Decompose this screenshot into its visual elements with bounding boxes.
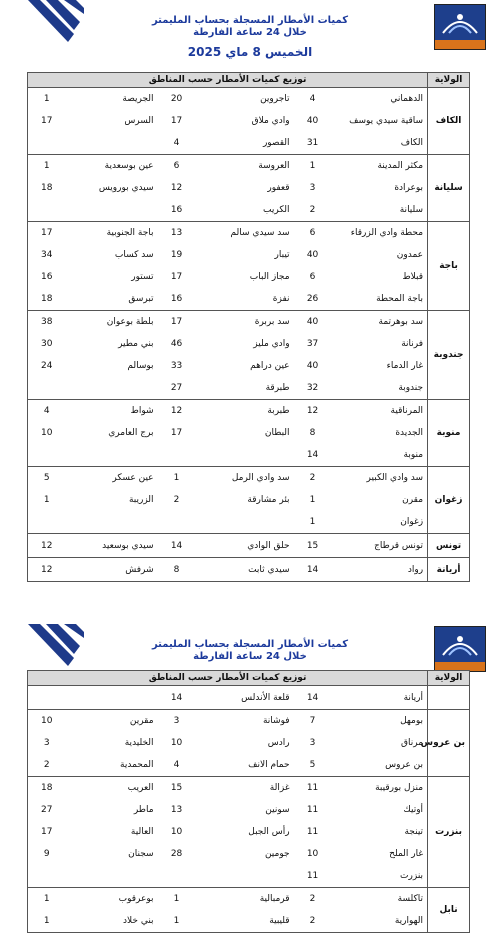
governorate-cell: بنزرت [428, 777, 470, 888]
station-name: القصور [262, 138, 290, 148]
rainfall-value: 14 [294, 686, 332, 710]
station-name: الجديدة [395, 428, 424, 438]
table-row [28, 311, 470, 334]
station-name: بني مطير [118, 339, 154, 349]
table-row [28, 799, 470, 821]
station-name [66, 686, 158, 710]
institute-logo-icon [434, 626, 486, 672]
station-name: وادي ملاق [251, 116, 290, 126]
station-name: منزل بورقيبة [332, 777, 428, 800]
station-name: رادس [267, 738, 290, 748]
rainfall-value [158, 444, 196, 467]
station-name: مرناق [401, 738, 424, 748]
rainfall-value: 11 [306, 827, 319, 837]
station-name: فوشانة [196, 710, 294, 733]
governorate-cell: أريانة [428, 558, 470, 582]
table-row [28, 155, 470, 178]
rainfall-value: 12 [294, 400, 332, 423]
rainfall-value: 28 [170, 849, 183, 859]
governorate-cell: تونس [428, 534, 470, 558]
station-name: جومين [264, 849, 290, 859]
table-row [28, 244, 470, 266]
station-name [66, 199, 158, 222]
rainfall-value: 4 [28, 400, 66, 423]
rainfall-value: 2 [309, 916, 316, 926]
rainfall-value: 34 [41, 250, 53, 260]
station-name: سد بوهرتمة [332, 311, 428, 334]
station-name: الدهماني [332, 88, 428, 111]
rainfall-value: 10 [28, 710, 66, 733]
governorate-cell [428, 686, 470, 710]
station-name: الجريصة [66, 88, 158, 111]
table-row [28, 222, 470, 245]
table-row [28, 821, 470, 843]
table-row [28, 199, 470, 222]
station-name: سيدي بورويس [98, 183, 154, 193]
rainfall-value: 6 [158, 155, 196, 178]
station-name [66, 377, 158, 400]
station-name: قلعة الأندلس [196, 686, 294, 710]
rainfall-value: 10 [170, 827, 183, 837]
station-name: مقرن [402, 495, 424, 505]
rainfall-value: 11 [306, 871, 319, 881]
station-name: سليانة [399, 205, 424, 215]
station-name: بنزرت [400, 871, 424, 881]
station-name: تاجروين [196, 88, 294, 111]
rainfall-value: 5 [309, 760, 316, 770]
rainfall-value: 3 [309, 183, 316, 193]
rainfall-value [158, 865, 196, 888]
station-name: الزريبة [128, 495, 154, 505]
rainfall-value: 6 [309, 272, 316, 282]
station-name: حلق الوادي [196, 534, 294, 558]
station-name: رأس الجبل [248, 827, 290, 837]
station-name: تونس قرطاج [332, 534, 428, 558]
table-row [28, 377, 470, 400]
governorate-cell: باجة [428, 222, 470, 311]
station-name: سيدي بوسعيد [66, 534, 158, 558]
station-name: زغوان [400, 517, 424, 527]
station-name: عين عسكر [66, 467, 158, 490]
governorate-cell: سليانة [428, 155, 470, 222]
rainfall-value: 26 [306, 294, 319, 304]
rainfall-value: 8 [158, 558, 196, 582]
station-name: عين بوسعدية [66, 155, 158, 178]
report-subtitle: خلال 24 ساعة الفارطة [193, 651, 307, 662]
rainfall-value: 46 [170, 339, 183, 349]
rainfall-value: 17 [170, 428, 183, 438]
station-name: وادي مليز [253, 339, 290, 349]
station-name: السرس [124, 116, 154, 126]
station-name: بني خلاد [123, 916, 154, 926]
station-name: نفزة [272, 294, 290, 304]
rainfall-value: 18 [28, 777, 66, 800]
station-name: غزالة [196, 777, 294, 800]
rainfall-value [28, 511, 66, 534]
table-row [28, 110, 470, 132]
station-name: شرفش [66, 558, 158, 582]
rainfall-value: 12 [158, 400, 196, 423]
station-name: طبرقة [265, 383, 290, 393]
station-name [66, 132, 158, 155]
rainfall-value: 12 [28, 534, 66, 558]
rainfall-value: 30 [41, 339, 53, 349]
table-row [28, 88, 470, 111]
rainfall-value: 17 [41, 827, 53, 837]
station-name: الكاف [400, 138, 424, 148]
station-name: أريانة [332, 686, 428, 710]
table-row [28, 132, 470, 155]
institute-logo-icon [434, 4, 486, 50]
rainfall-value [28, 686, 66, 710]
rainfall-value: 17 [170, 116, 183, 126]
table-row [28, 422, 470, 444]
table-row [28, 467, 470, 490]
station-name: سد سيدي سالم [196, 222, 294, 245]
station-name: المحمدية [120, 760, 154, 770]
station-name: قرمبالية [196, 888, 294, 911]
rainfall-value [28, 377, 66, 400]
rainfall-value: 14 [158, 686, 196, 710]
rainfall-value: 16 [170, 205, 183, 215]
station-name: تينجة [404, 827, 424, 837]
station-name: سجنان [128, 849, 154, 859]
column-header-governorate: الولاية [428, 73, 470, 88]
station-name: تاكلسة [332, 888, 428, 911]
rainfall-value: 4 [173, 760, 180, 770]
report-title: كميات الأمطار المسجلة بحساب المليمتر [151, 639, 349, 650]
station-name: غار الملح [389, 849, 424, 859]
decor-stripes-icon [28, 0, 84, 46]
station-name: عمدون [396, 250, 424, 260]
rainfall-table [27, 670, 470, 933]
table-row [28, 400, 470, 423]
rainfall-value: 2 [173, 495, 180, 505]
rainfall-value: 8 [309, 428, 316, 438]
rainfall-value: 37 [306, 339, 319, 349]
governorate-cell: نابل [428, 888, 470, 933]
station-name: سد وادي الكبير [332, 467, 428, 490]
rainfall-value: 14 [294, 558, 332, 582]
station-name: باجة المحطة [376, 294, 424, 304]
station-name: سد بربرة [196, 311, 294, 334]
rainfall-value: 27 [41, 805, 53, 815]
rainfall-value: 40 [294, 311, 332, 334]
rainfall-value: 1 [309, 495, 316, 505]
station-name: قبلاط [402, 272, 424, 282]
rainfall-value: 2 [294, 888, 332, 911]
rainfall-value: 1 [28, 155, 66, 178]
table-row [28, 534, 470, 558]
rainfall-value: 4 [294, 88, 332, 111]
rainfall-value: 2 [294, 467, 332, 490]
page-2 [0, 610, 500, 949]
rainfall-value: 17 [28, 222, 66, 245]
station-name: عين دراهم [250, 361, 290, 371]
station-name [66, 511, 158, 534]
rainfall-value: 27 [170, 383, 183, 393]
rainfall-value: 13 [170, 805, 183, 815]
rainfall-value: 1 [173, 916, 180, 926]
station-name: سيدي ثابت [196, 558, 294, 582]
station-name: رواد [332, 558, 428, 582]
station-name: حمام الانف [248, 760, 290, 770]
rainfall-value: 1 [158, 888, 196, 911]
table-row [28, 888, 470, 911]
station-name: باجة الجنوبية [66, 222, 158, 245]
rainfall-value: 40 [306, 116, 319, 126]
rainfall-value: 18 [41, 294, 53, 304]
column-header-governorate: الولاية [428, 671, 470, 686]
station-name: برج العامري [108, 428, 154, 438]
station-name: ساقية سيدي يوسف [349, 116, 424, 126]
table-row [28, 355, 470, 377]
rainfall-value: 10 [306, 849, 319, 859]
station-name: قليبية [269, 916, 290, 926]
table-row [28, 333, 470, 355]
table-row [28, 710, 470, 733]
rainfall-value: 31 [306, 138, 319, 148]
station-name: العريب [66, 777, 158, 800]
station-name: البطان [264, 428, 290, 438]
station-name: الكريب [263, 205, 290, 215]
station-name: الهوارية [394, 916, 424, 926]
rainfall-value: 3 [158, 710, 196, 733]
station-name: العروسة [196, 155, 294, 178]
station-name: سونين [265, 805, 290, 815]
rainfall-value: 19 [170, 250, 183, 260]
rainfall-value: 6 [294, 222, 332, 245]
rainfall-value [28, 132, 66, 155]
station-name: بن عروس [385, 760, 424, 770]
rainfall-value: 12 [170, 183, 183, 193]
governorate-cell: بن عروس [428, 710, 470, 777]
table-row [28, 754, 470, 777]
station-name: تستور [131, 272, 154, 282]
table-row [28, 732, 470, 754]
station-name: بوعرادة [394, 183, 424, 193]
station-name: سد وادي الرمل [196, 467, 294, 490]
rainfall-value [28, 444, 66, 467]
rainfall-value: 16 [170, 294, 183, 304]
rainfall-value: 10 [41, 428, 53, 438]
rainfall-value: 12 [28, 558, 66, 582]
rainfall-value: 1 [158, 467, 196, 490]
station-name: بوسالم [127, 361, 154, 371]
station-name: أوتيك [403, 805, 424, 815]
rainfall-value: 1 [28, 888, 66, 911]
rainfall-value: 7 [294, 710, 332, 733]
column-header-distribution: توزيع كميات الأمطار حسب المناطق [28, 671, 428, 686]
table-row [28, 288, 470, 311]
station-name: شواط [66, 400, 158, 423]
rainfall-value: 1 [43, 916, 50, 926]
station-name: طبربة [196, 400, 294, 423]
station-name [66, 444, 158, 467]
station-name: بئر مشارقة [247, 495, 290, 505]
station-name [66, 865, 158, 888]
station-name: العالية [130, 827, 154, 837]
table-row [28, 843, 470, 865]
table-row [28, 865, 470, 888]
governorate-cell: جندوبة [428, 311, 470, 400]
table-row [28, 686, 470, 710]
station-name: المرناقية [332, 400, 428, 423]
rainfall-value: 14 [158, 534, 196, 558]
rainfall-value [28, 199, 66, 222]
rainfall-value: 1 [28, 88, 66, 111]
report-subtitle: خلال 24 ساعة الفارطة [193, 27, 307, 38]
governorate-cell: الكاف [428, 88, 470, 155]
rainfall-value: 24 [41, 361, 53, 371]
rainfall-value: 17 [41, 116, 53, 126]
station-name: ماطر [133, 805, 154, 815]
governorate-cell: زغوان [428, 467, 470, 534]
station-name: بومهل [332, 710, 428, 733]
rainfall-value: 1 [309, 517, 316, 527]
station-name: تبرسق [128, 294, 154, 304]
station-name [196, 444, 294, 467]
rainfall-value: 40 [306, 250, 319, 260]
table-row [28, 444, 470, 467]
table-row [28, 910, 470, 933]
governorate-cell: منوبة [428, 400, 470, 467]
column-header-distribution: توزيع كميات الأمطار حسب المناطق [28, 73, 428, 88]
rainfall-value: 11 [294, 777, 332, 800]
page-header [0, 0, 500, 70]
rainfall-value: 1 [294, 155, 332, 178]
station-name: بوعرقوب [66, 888, 158, 911]
station-name: تيبار [274, 250, 290, 260]
station-name: فرنانة [401, 339, 424, 349]
rainfall-value: 13 [158, 222, 196, 245]
rainfall-value: 17 [158, 311, 196, 334]
station-name: مقرين [66, 710, 158, 733]
rainfall-value [158, 511, 196, 534]
station-name: مكثر المدينة [332, 155, 428, 178]
station-name: قعفور [267, 183, 290, 193]
rainfall-value: 4 [173, 138, 180, 148]
table-row [28, 177, 470, 199]
rainfall-value: 15 [294, 534, 332, 558]
station-name [196, 511, 294, 534]
rainfall-value: 2 [43, 760, 50, 770]
station-name: غار الدماء [386, 361, 424, 371]
station-name: محطة وادي الزرقاء [332, 222, 428, 245]
rainfall-value: 9 [43, 849, 50, 859]
rainfall-value: 20 [158, 88, 196, 111]
table-row [28, 777, 470, 800]
table-row [28, 558, 470, 582]
rainfall-value: 10 [170, 738, 183, 748]
station-name: منوبة [403, 450, 424, 460]
station-name: مجاز الباب [249, 272, 290, 282]
rainfall-table [27, 72, 470, 582]
rainfall-value: 18 [41, 183, 53, 193]
rainfall-value: 17 [170, 272, 183, 282]
rainfall-value: 40 [306, 361, 319, 371]
station-name: سد كساب [114, 250, 154, 260]
station-name [196, 865, 294, 888]
station-name: جندوبة [398, 383, 424, 393]
report-title: كميات الأمطار المسجلة بحساب المليمتر [151, 15, 349, 26]
rainfall-value: 32 [306, 383, 319, 393]
rainfall-value: 33 [170, 361, 183, 371]
report-date: الخميس 8 ماي 2025 [187, 45, 313, 59]
rainfall-value: 5 [28, 467, 66, 490]
rainfall-value: 1 [43, 495, 50, 505]
station-name: الخليدية [124, 738, 154, 748]
rainfall-value: 2 [309, 205, 316, 215]
station-name: بلطة بوعوان [66, 311, 158, 334]
rainfall-value [28, 865, 66, 888]
table-row [28, 266, 470, 288]
rainfall-value: 3 [43, 738, 50, 748]
rainfall-value: 11 [306, 805, 319, 815]
rainfall-value: 14 [306, 450, 319, 460]
table-row [28, 511, 470, 534]
rainfall-value: 16 [41, 272, 53, 282]
rainfall-value: 38 [28, 311, 66, 334]
rainfall-value: 3 [309, 738, 316, 748]
rainfall-value: 15 [158, 777, 196, 800]
decor-stripes-icon [28, 624, 84, 670]
table-row [28, 489, 470, 511]
